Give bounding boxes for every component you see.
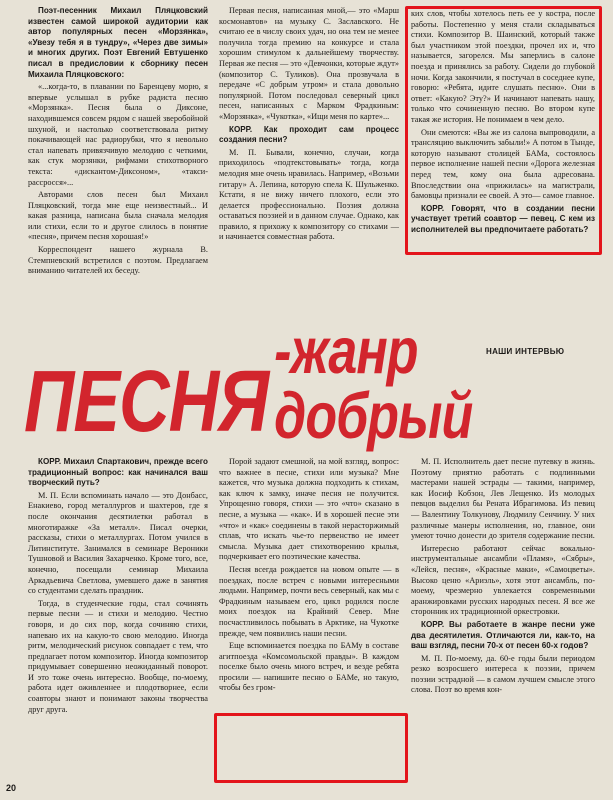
section-rubric: НАШИ ИНТЕРВЬЮ [486, 347, 565, 356]
paragraph: М. П. Исполнитель дает песне путевку в жизнь. Поэтому приятно работать с подлинными мастерами нашей эстрады — такими, например, как Иосиф Кобзон, Лев Лещенко. Из молодых певцов выделил бы Рената Ибрагимова. Из певиц — Валентину Толкунову, Людмилу Сенчину. У них различные манеры исполнения, но, главное, они умеют точно донести до зрителя содержание песни. [411, 457, 595, 541]
paragraph: Первая песня, написанная мной,— это «Марш космонавтов» на музыку С. Заславского. Не считаю ее в числу своих удач, но она тем не менее получила тогда премию на конкурсе и стала хорошим стимулом к дальнейшему творчеству. Первая же песня — это «Девчонки, которые ждут» (композитор С. Туликов). Она прозвучала в передаче «С добрым утром» и стала довольно популярной. Потом последовал северный цикл песен, написанных с Марком Фрадкиным: «Морзянка», «Чукотка», «Ищи меня по карте»... [219, 6, 399, 121]
top-column-1 [28, 6, 208, 324]
paragraph: Тогда, в студенческие годы, стал сочинять первые песни — и стихи и мелодию. Честно говоря, и до сих пор, когда сочиняю стихи, напеваю их на какую-то свою мелодию. Иногда ритм, мелодический рисунок совпадает с тем, что предлагает потом композитор. Иногда композитор придумывает совершенно неожиданный поворот. И это тоже очень интересно. Вообще, по-моему, работа идет оживленнее и плодотворнее, если соавторы знают и понимают законы творчества друг друга. [28, 598, 208, 714]
paragraph: М. П. Бывали, конечно, случаи, когда приходилось «подтекстовывать» тогда, когда мелодия мне очень нравилась. Например, «Возьми гитару» А. Лепина, которую спела К. Шульженко. Кстати, я не вижу ничего плохого, если это делается профессионально. Поэзия должна оставаться поэзией и в данном случае. Однако, как правило, я прихожу к композитору со стихами — и начинается совместная работа. [219, 147, 399, 242]
intro-lead: Поэт-песенник Михаил Пляцковский известен самой широкой аудитории как автор популярных песен «Морзянка», «Увезу тебя я в тундру», «Через две зимы» и многих других. Поэт Евгений Евтушенко писал в предисловии к сборнику песен Михаила Пляцковского: [28, 6, 208, 79]
title-part-2: -жанр добрый [274, 315, 473, 453]
interviewer-question: КОРР. Михаил Спартакович, прежде всего традиционный вопрос: как начинался ваш творческий путь? [28, 457, 208, 488]
interviewer-question: КОРР. Как проходит сам процесс создания песни? [219, 124, 399, 145]
intro-note: Корреспондент нашего журнала В. Стемпневский встретился с поэтом. Предлагаем вниманию читателей их беседу. [28, 245, 208, 276]
interviewer-question: КОРР. Говорят, что в создании песни участвует третий соавтор — певец. С кем из исполнителей вы предпочитаете работать? [411, 203, 595, 234]
paragraph: Интересно работают сейчас вокально-инструментальные ансамбли «Пламя», «Сябры», «Лейся, песня», «Красные маки», «Самоцветы». Высоко ценю «Ариэль», хотя этот ансамбль, по-моему, чрезмерно увлекается современными аранжировками русских народных песен. Я все же сторонник их традиционной оркестровки. [411, 543, 595, 617]
highlight-box-top [405, 6, 602, 255]
page-number: 20 [6, 783, 17, 793]
paragraph: М. П. Если вспоминать начало — это Донбасс, Енакиево, город металлургов и шахтеров, где я после окончания десятилетки работал в многотиражке «За металл». Писал очерки, рассказы, стихи о металлургах. Потом учился в Литинституте. Занимался в семинаре Вероники Тушновой и Василия Захарченко. Кроме того, все, конечно, посещали семинар Михаила Аркадьевича Светлова, умевшего даже в занятия со студентами сделать праздник. [28, 490, 208, 596]
paragraph: Порой задают смешной, на мой взгляд, вопрос: что важнее в песне, стихи или музыка? Мне кажется, что музыка должна подходить к стихам, как ключ к замку, иначе песня не получится. Упрощенно говоря, стихи — это «что» сказано в песне, а музыка — «как». И в хорошей песне эти «что» и «как» соединены в такой нерасторжимый сплав, что искать чье-то первенство не имеет смысла. Музыка дает стихотворению крылья, подчеркивает его поэтические качества. [219, 457, 399, 562]
highlight-box-bottom [214, 713, 408, 783]
paragraph: Песня всегда рождается на новом опыте — в поездках, после встреч с новыми интересными людьми. Например, почти весь северный, как мы с Фрадкиным называем его, цикл родился после моих поездок на Крайний Север. Мне посчастливилось побывать в Арктике, на Чукотке прежде, чем появились наши песни. [219, 564, 399, 638]
title-part-1: ПЕСНЯ [24, 352, 269, 450]
interviewer-question: КОРР. Вы работаете в жанре песни уже два десятилетия. Отличаются ли, как-то, на ваш взгляд, песни 70-х от песен 60-х годов? [411, 619, 595, 651]
intro-quote: «...когда-то, в плавании по Баренцеву морю, я впервые услышал в рубке радиста песню «Морзянка». Песня была о Диксоне, находившемся совсем рядом с нашей зверобойной шхуной, и настолько соответствовала ритму покачивающей нас радиорубки, что я невольно стал напевать привязчивую мелодию с четкими, как стук морзянки, рифмами стихотворного текста: «дискантом-Диксоном», «такси-рассросся»... [28, 82, 208, 187]
bottom-column-3 [411, 457, 595, 787]
intro-quote-end: Авторами слов песен был Михаил Пляцковский, тогда мне еще неизвестный... И какая разница, написана была сначала мелодия или стихи, если то и другое слилось в понятие «песня», причем песня хорошая!» [28, 190, 208, 242]
top-column-2 [219, 6, 399, 324]
bottom-column-1 [28, 457, 208, 779]
paragraph: ких слов, чтобы хотелось петь ее у костра, после работы. Постепенно у меня стали складываться стихи. Композитор В. Шаинский, который также был участником этой поездки, прочел их и, что называется, загорелся. Мы заперлись в салоне поезда и принялись за работу. Сидели до глубокой ночи. Когда закончили, я постучал в соседнее купе, говорю: «Ребята, идите слушать песню». Они в ответ: «Какую? Эту?» И начинают напевать нашу, только что сочиненную песню. Во втором купе такая же история. Не понимаем в чем дело. [411, 9, 595, 124]
paragraph: М. П. По-моему, да. 60-е годы были периодом резко возросшего интереса к поэзии, причем поэзии эстрадной — в самом лучшем смысле этого слова. Поэт во время кон- [411, 653, 595, 695]
paragraph: Еще вспоминается поездка по БАМу в составе агитпоезда «Комсомольской правды». В каждом поселке было очень много встреч, и везде ребята просили — напишите песню о БАМе, но такую, чтобы без гром- [219, 641, 399, 693]
paragraph: Они смеются: «Вы же из салона выпроводили, а трансляцию выключить забыли!» А потом в Тынде, которую называют столицей БАМа, состоялось первое исполнение нашей песни «Дорога железная перед тем, кому она была адресована. Впоследствии она «прижилась» на магистрали, бамовцы признали ее своей. А это— самое главное. [411, 127, 595, 201]
